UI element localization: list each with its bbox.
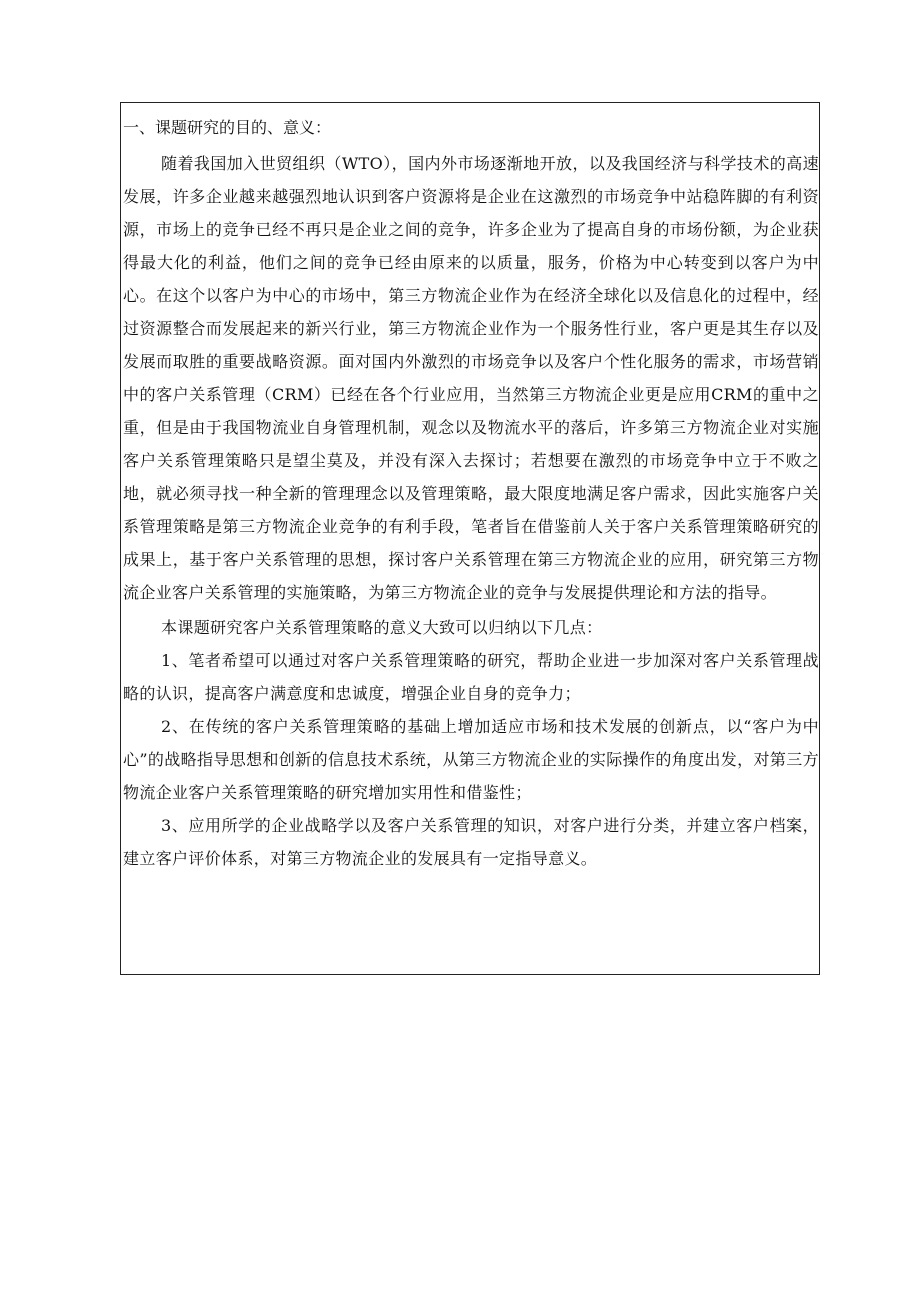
table-cell-frame bbox=[120, 102, 820, 975]
paragraph-significance-intro: 本课题研究客户关系管理策略的意义大致可以归纳以下几点： bbox=[161, 618, 603, 637]
section-heading: 一、课题研究的目的、意义： bbox=[123, 118, 332, 137]
paragraph-point-3: 3、应用所学的企业战略学以及客户关系管理的知识，对客户进行分类，并建立客户档案，建立客户评价体系，对第三方物流企业的发展具有一定指导意义。 bbox=[123, 816, 819, 868]
paragraph-point-2: 2、在传统的客户关系管理策略的基础上增加适应市场和技术发展的创新点，以“客户为中心”的战略指导思想和创新的信息技术系统，从第三方物流企业的实际操作的角度出发，对第三方物流企业客户关系管理策略的研究增加实用性和借鉴性； bbox=[123, 717, 819, 802]
paragraph-background: 随着我国加入世贸组织（WTO），国内外市场逐渐地开放，以及我国经济与科学技术的高速发展，许多企业越来越强烈地认识到客户资源将是企业在这激烈的市场竞争中站稳阵脚的有利资源，市场上的竞争已经不再只是企业之间的竞争，许多企业为了提高自身的市场份额，为企业获得最大化的利益，他们之间的竞争已经由原来的以质量，服务，价格为中心转变到以客户为中心。在这个以客户为中心的市场中，第三方物流企业作为在经济全球化以及信息化的过程中，经过资源整合而发展起来的新兴行业，第三方物流企业作为一个服务性行业，客户更是其生存以及发展而取胜的重要战略资源。面对国内外激烈的市场竞争以及客户个性化服务的需求，市场营销中的客户关系管理（CRM）已经在各个行业应用，当然第三方物流企业更是应用CRM的重中之重，但是由于我国物流业自身管理机制，观念以及物流水平的落后，许多第三方物流企业对实施客户关系管理策略只是望尘莫及，并没有深入去探讨；若想要在激烈的市场竞争中立于不败之地，就必须寻找一种全新的管理理念以及管理策略，最大限度地满足客户需求，因此实施客户关系管理策略是第三方物流企业竞争的有利手段，笔者旨在借鉴前人关于客户关系管理策略研究的成果上，基于客户关系管理的思想，探讨客户关系管理在第三方物流企业的应用，研究第三方物流企业客户关系管理的实施策略，为第三方物流企业的竞争与发展提供理论和方法的指导。 bbox=[123, 154, 819, 602]
paragraph-point-1: 1、笔者希望可以通过对客户关系管理策略的研究，帮助企业进一步加深对客户关系管理战略的认识，提高客户满意度和忠诚度，增强企业自身的竞争力； bbox=[123, 651, 819, 703]
